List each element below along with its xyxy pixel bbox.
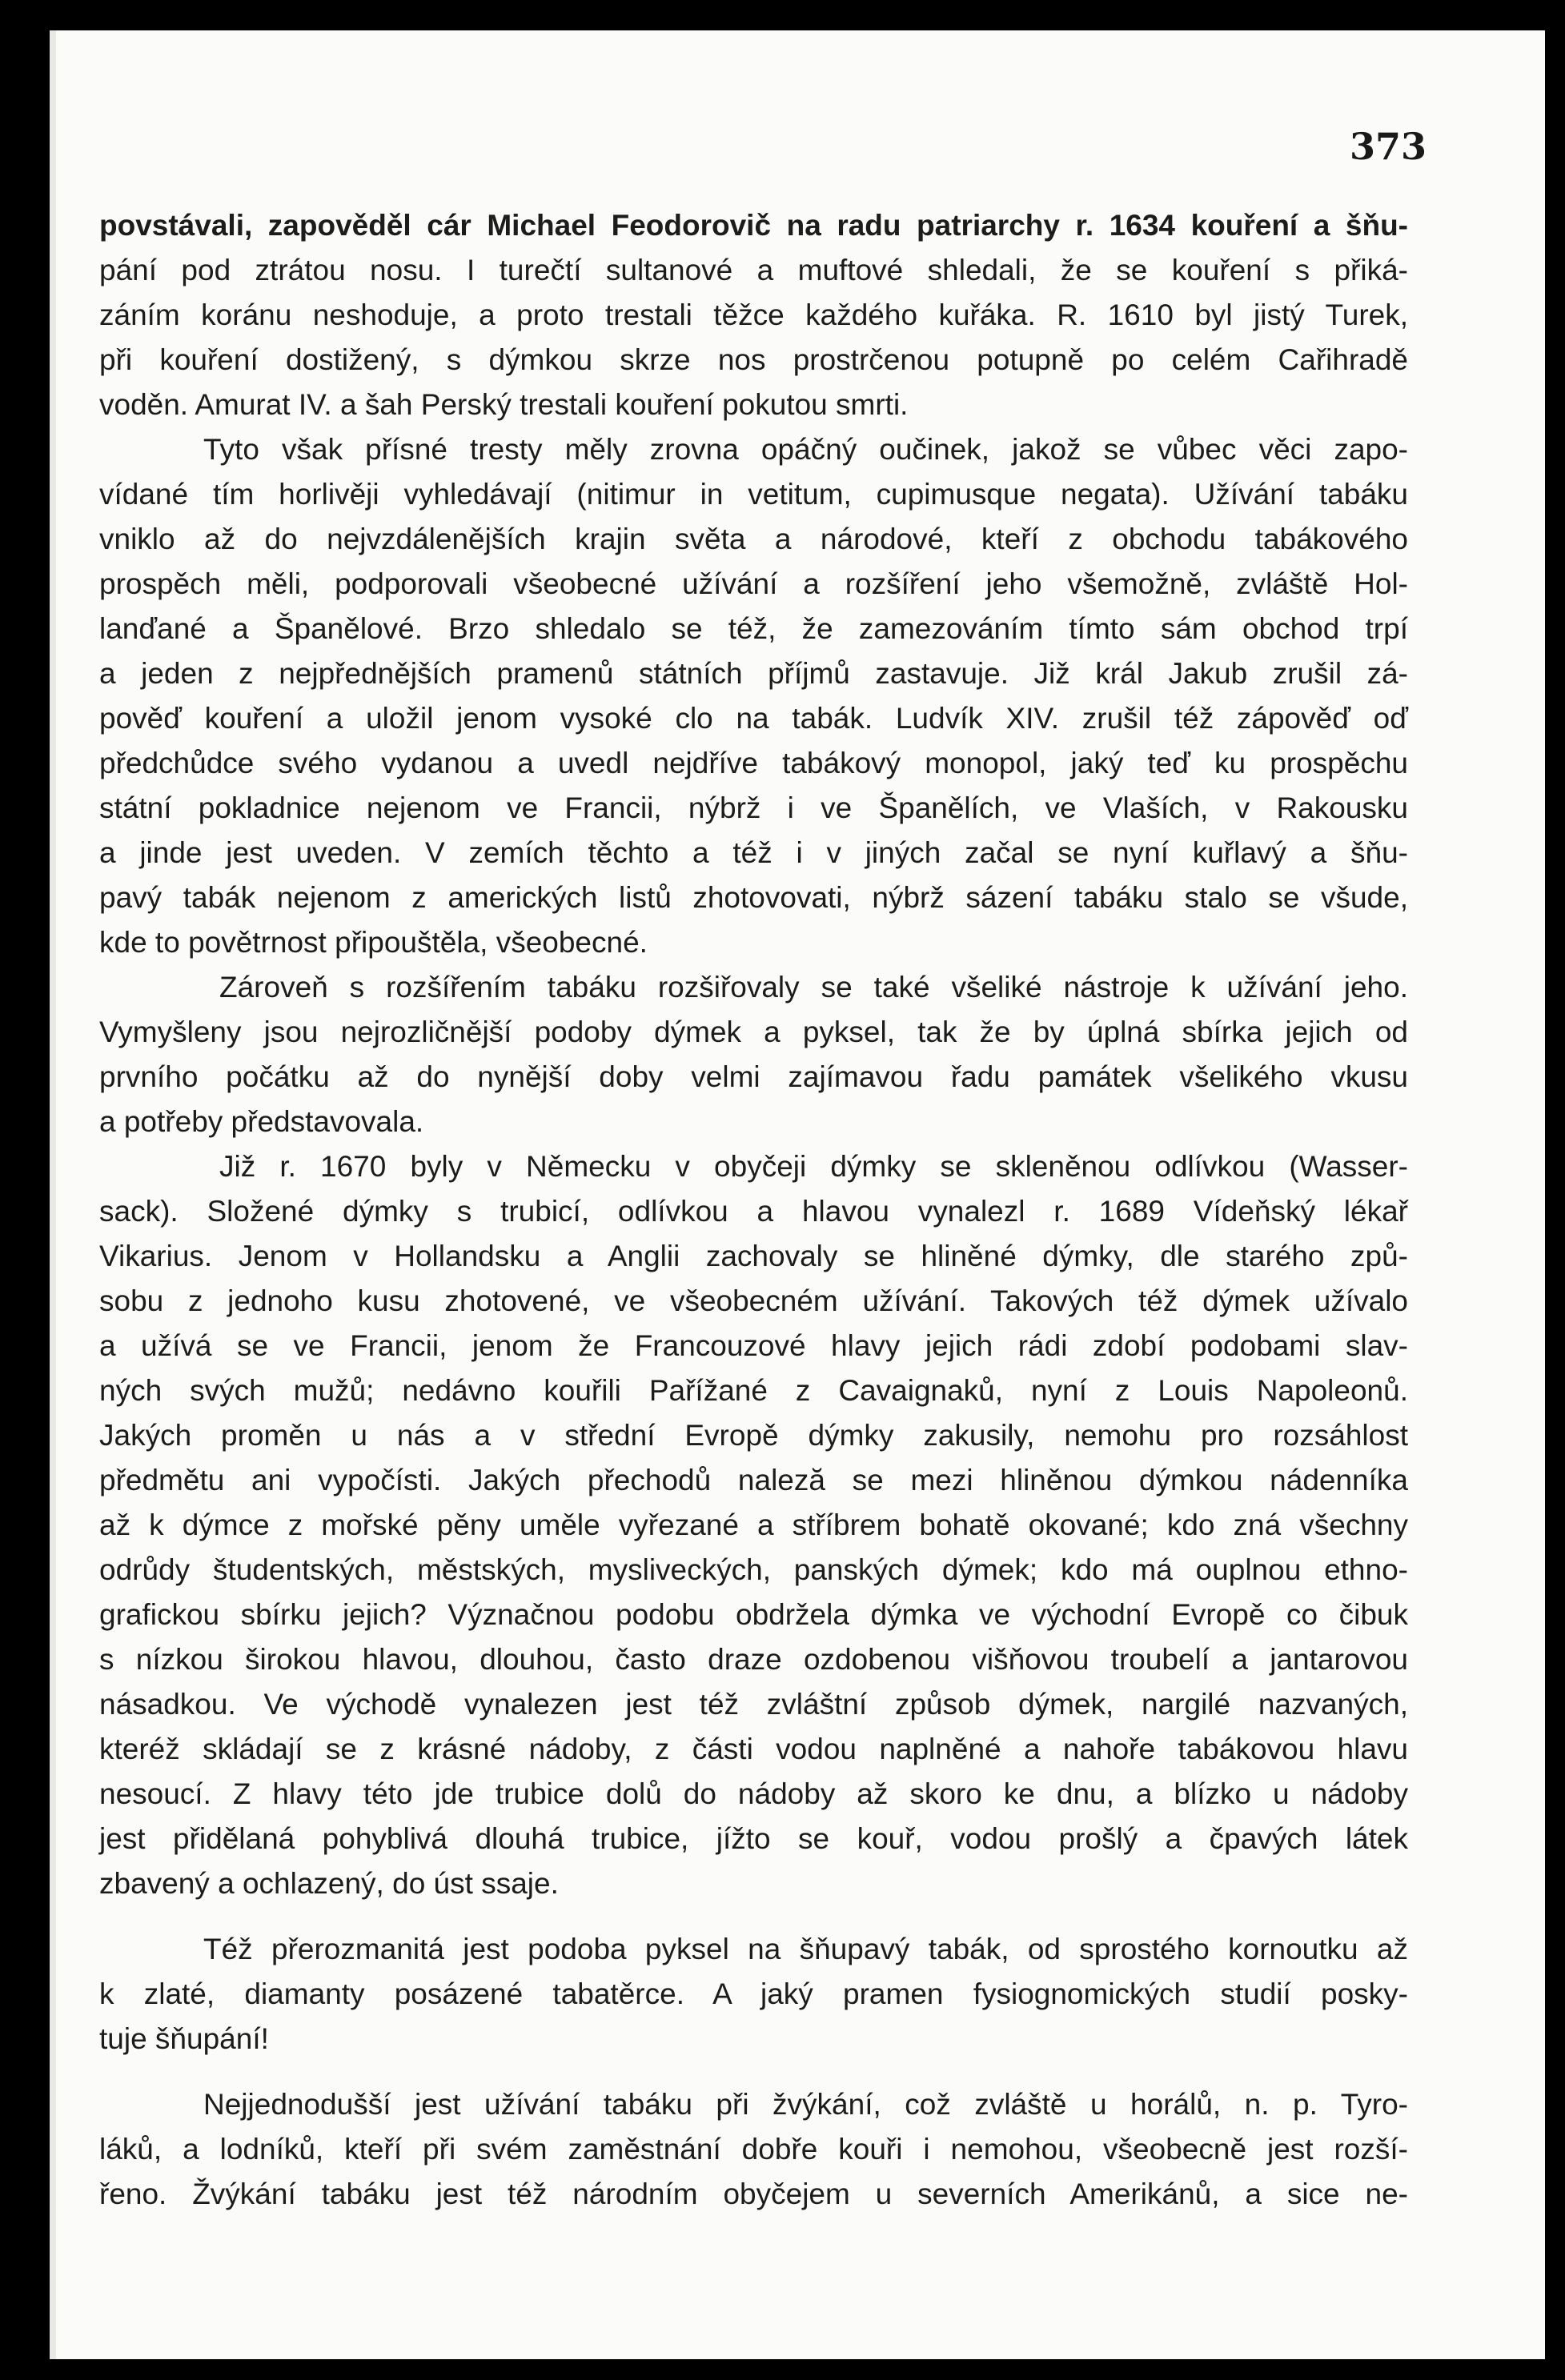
text-line: Jakých proměn u nás a v střední Evropě dýmky zakusily, nemohu pro rozsáhlost — [99, 1419, 1408, 1452]
text-line: láků, a lodníků, kteří při svém zaměstnání dobře kouři i nemohou, všeobecně jest rozší- — [99, 2133, 1408, 2166]
text-line: pověď kouření a uložil jenom vysoké clo na tabák. Ludvík XIV. zrušil též zápověď oď — [99, 702, 1408, 735]
text-line: pání pod ztrátou nosu. I turečtí sultanové a muftové shledali, že se kouření s přiká- — [99, 254, 1408, 286]
text-line: Vymyšleny jsou nejrozličnější podoby dýmek a pyksel, tak že by úplná sbírka jejich od — [99, 1016, 1408, 1048]
text-line: záním koránu neshoduje, a proto trestali těžce každého kuřáka. R. 1610 byl jistý Turek, — [99, 299, 1408, 331]
paragraph-gap — [99, 2061, 1408, 2082]
text-line: sack). Složené dýmky s trubicí, odlívkou a hlavou vynalezl r. 1689 Vídeňský lékař — [99, 1195, 1408, 1228]
text-line: a potřeby představovala. — [99, 1105, 424, 1138]
text-line: vídané tím horlivěji vyhledávají (nitimur in vetitum, cupimusque negata). Užívání tabáku — [99, 478, 1408, 511]
text-line: s nízkou širokou hlavou, dlouhou, často draze ozdobenou višňovou troubelí a jantarovou — [99, 1643, 1408, 1676]
text-line: vniklo až do nejvzdálenějších krajin světa a národové, kteří z obchodu tabákového — [99, 523, 1408, 555]
text-line: kteréž skládají se z krásné nádoby, z části vodou naplněné a nahoře tabákovou hlavu — [99, 1733, 1408, 1765]
text-line: až k dýmce z mořské pěny uměle vyřezané a stříbrem bohatě okované; kdo zná všechny — [99, 1509, 1408, 1541]
text-line: státní pokladnice nejenom ve Francii, nýbrž i ve Španělích, ve Vlaších, v Rakousku — [99, 791, 1408, 824]
text-line: zbavený a ochlazený, do úst ssaje. — [99, 1867, 559, 1900]
text-line: Již r. 1670 byly v Německu v obyčeji dýmky se skleněnou odlívkou (Wasser- — [219, 1150, 1408, 1183]
text-line: jest přidělaná pohyblivá dlouhá trubice, jížto se kouř, vodou prošlý a čpavých látek — [99, 1822, 1408, 1855]
page-number: 373 — [1349, 125, 1427, 168]
text-line: prospěch měli, podporovali všeobecné užívání a rozšíření jeho všemožně, zvláště Hol- — [99, 567, 1408, 600]
text-line: k zlaté, diamanty posázené tabatěrce. A jaký pramen fysiognomických studií posky- — [99, 1977, 1408, 2010]
page-edge — [50, 30, 56, 2359]
text-line: a užívá se ve Francii, jenom že Francouzové hlavy jejich rádi zdobí podobami slav- — [99, 1329, 1408, 1362]
text-line: a jeden z nejpřednějších pramenů státních příjmů zastavuje. Již král Jakub zrušil zá- — [99, 657, 1408, 690]
text-line: a jinde jest uveden. V zemích těchto a též i v jiných začal se nyní kuřlavý a šňu- — [99, 836, 1408, 869]
text-line: voděn. Amurat IV. a šah Perský trestali kouření pokutou smrti. — [99, 388, 909, 421]
text-line: ných svých mužů; nedávno kouřili Pařížané z Cavaignaků, nyní z Louis Napoleonů. — [99, 1374, 1408, 1407]
document-page — [50, 30, 1545, 2359]
text-line: řeno. Žvýkání tabáku jest též národním obyčejem u severních Amerikánů, a sice ne- — [99, 2178, 1408, 2210]
text-line: pavý tabák nejenom z amerických listů zhotovovati, nýbrž sázení tabáku stalo se všude, — [99, 881, 1408, 914]
text-line: Tyto však přísné tresty měly zrovna opáčný oučinek, jakož se vůbec věci zapo- — [203, 433, 1408, 466]
text-line: Zároveň s rozšířením tabáku rozšiřovaly se také všeliké nástroje k užívání jeho. — [219, 971, 1408, 1004]
text-line: odrůdy študentských, městských, mysliveckých, panských dýmek; kdo má ouplnou ethno- — [99, 1553, 1408, 1586]
paragraph-gap — [99, 1906, 1408, 1927]
text-line: sobu z jednoho kusu zhotovené, ve všeobecném užívání. Takových též dýmek užívalo — [99, 1284, 1408, 1317]
body-text — [99, 203, 1408, 2217]
text-line: povstávali, zapověděl cár Michael Feodorovič na radu patriarchy r. 1634 kouření a šňu- — [99, 209, 1408, 242]
text-line: lanďané a Španělové. Brzo shledalo se též, že zamezováním tímto sám obchod trpí — [99, 612, 1408, 645]
text-line: Vikarius. Jenom v Hollandsku a Anglii zachovaly se hliněné dýmky, dle starého způ- — [99, 1240, 1408, 1272]
text-line: násadkou. Ve východě vynalezen jest též zvláštní způsob dýmek, nargilé nazvaných, — [99, 1688, 1408, 1721]
text-line: při kouření dostižený, s dýmkou skrze nos prostrčenou potupně po celém Cařihradě — [99, 343, 1408, 376]
text-line: Též přerozmanitá jest podoba pyksel na šňupavý tabák, od sprostého kornoutku až — [203, 1933, 1408, 1965]
text-line: kde to povětrnost připouštěla, všeobecné. — [99, 926, 648, 959]
text-line: předchůdce svého vydanou a uvedl nejdříve tabákový monopol, jaký teď ku prospěchu — [99, 747, 1408, 779]
text-line: prvního počátku až do nynější doby velmi zajímavou řadu památek všelikého vkusu — [99, 1060, 1408, 1093]
text-line: Nejjednodušší jest užívání tabáku při žvýkání, což zvláště u horálů, n. p. Tyro- — [203, 2088, 1408, 2121]
text-line: předmětu ani vypočísti. Jakých přechodů naleză se mezi hliněnou dýmkou nádenníka — [99, 1464, 1408, 1497]
text-line: nesoucí. Z hlavy této jde trubice dolů do nádoby až skoro ke dnu, a blízko u nádoby — [99, 1777, 1408, 1810]
text-line: grafickou sbírku jejich? Význačnou podobu obdržela dýmka ve východní Evropě co čibuk — [99, 1598, 1408, 1631]
text-line: tuje šňupání! — [99, 2022, 269, 2055]
